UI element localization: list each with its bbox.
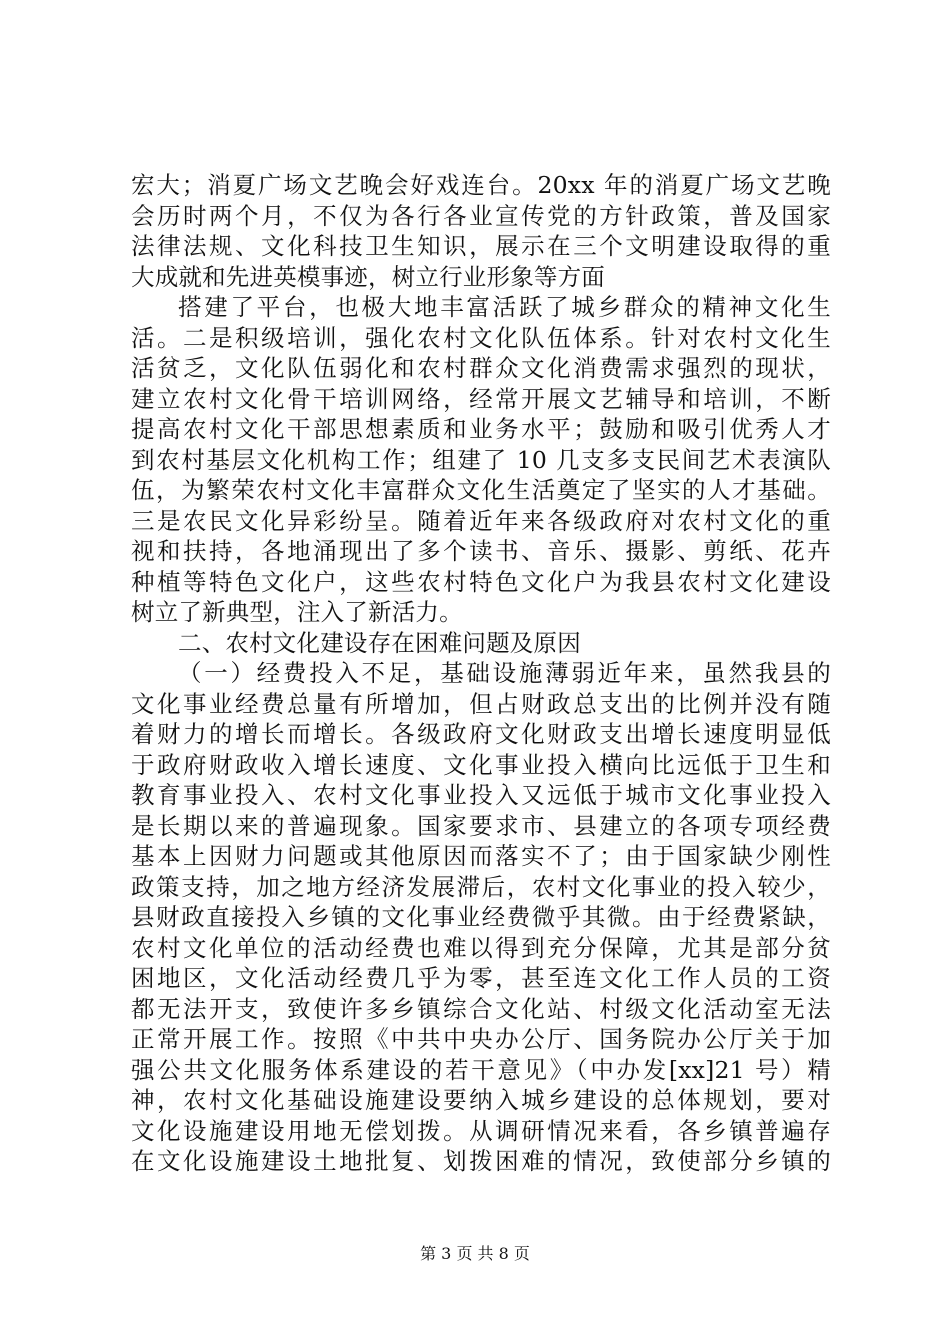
text-line: 伍，为繁荣农村文化丰富群众文化生活奠定了坚实的人才基础。 [131,476,831,504]
text-line: 三是农民文化异彩纷呈。随着近年来各级政府对农村文化的重 [131,506,831,535]
text-line: 提高农村文化干部思想素质和业务水平；鼓励和吸引优秀人才 [131,415,831,443]
text-line: 到农村基层文化机构工作；组建了 10 几支多支民间艺术表演队 [131,445,831,474]
document-body [131,170,831,1177]
text-line: 文化设施建设用地无偿划拨。从调研情况来看，各乡镇普遍存 [131,1116,831,1145]
text-line: 宏大；消夏广场文艺晚会好戏连台。20xx 年的消夏广场文艺晚 [131,171,831,199]
text-line: 正常开展工作。按照《中共中央办公厅、国务院办公厅关于加 [131,1025,831,1053]
text-line: 视和扶持，各地涌现出了多个读书、音乐、摄影、剪纸、花卉 [131,537,831,565]
text-line: 基本上因财力问题或其他原因而落实不了；由于国家缺少刚性 [131,842,831,870]
text-line: 大成就和先进英模事迹，树立行业形象等方面 [131,262,605,291]
text-line: 建立农村文化骨干培训网络，经常开展文艺辅导和培训，不断 [131,384,831,413]
page-number-footer: 第 3 页 共 8 页 [420,1244,530,1263]
section-heading: 二、农村文化建设存在困难问题及原因 [178,628,581,657]
text-line: 神，农村文化基础设施建设要纳入城乡建设的总体规划，要对 [131,1086,831,1114]
text-line: 教育事业投入、农村文化事业投入又远低于城市文化事业投入 [131,781,831,809]
text-line: 都无法开支，致使许多乡镇综合文化站、村级文化活动室无法 [131,994,831,1023]
text-line: 会历时两个月，不仅为各行各业宣传党的方针政策，普及国家 [131,201,831,230]
text-line: 困地区，文化活动经费几乎为零，甚至连文化工作人员的工资 [131,964,831,992]
text-line: （一）经费投入不足，基础设施薄弱近年来，虽然我县的 [178,659,831,687]
text-line: 搭建了平台，也极大地丰富活跃了城乡群众的精神文化生 [178,293,831,321]
text-line: 着财力的增长而增长。各级政府文化财政支出增长速度明显低 [131,720,831,748]
text-line: 于政府财政收入增长速度、文化事业投入横向比远低于卫生和 [131,750,831,779]
text-line: 强公共文化服务体系建设的若干意见》（中办发[xx]21 号）精 [131,1055,831,1084]
text-line: 县财政直接投入乡镇的文化事业经费微乎其微。由于经费紧缺， [131,903,831,931]
text-line: 政策支持，加之地方经济发展滞后，农村文化事业的投入较少， [131,872,831,901]
text-line: 文化事业经费总量有所增加，但占财政总支出的比例并没有随 [131,689,831,718]
text-line: 在文化设施建设土地批复、划拨困难的情况，致使部分乡镇的 [131,1147,831,1175]
text-line: 是长期以来的普遍现象。国家要求市、县建立的各项专项经费 [131,811,831,840]
text-line: 树立了新典型，注入了新活力。 [131,598,463,626]
text-line: 活贫乏，文化队伍弱化和农村群众文化消费需求强烈的现状， [131,354,831,382]
text-line: 农村文化单位的活动经费也难以得到充分保障，尤其是部分贫 [131,933,831,962]
text-line: 种植等特色文化户，这些农村特色文化户为我县农村文化建设 [131,567,831,596]
text-line: 法律法规、文化科技卫生知识，展示在三个文明建设取得的重 [131,232,831,260]
text-line: 活。二是积级培训，强化农村文化队伍体系。针对农村文化生 [131,323,831,352]
